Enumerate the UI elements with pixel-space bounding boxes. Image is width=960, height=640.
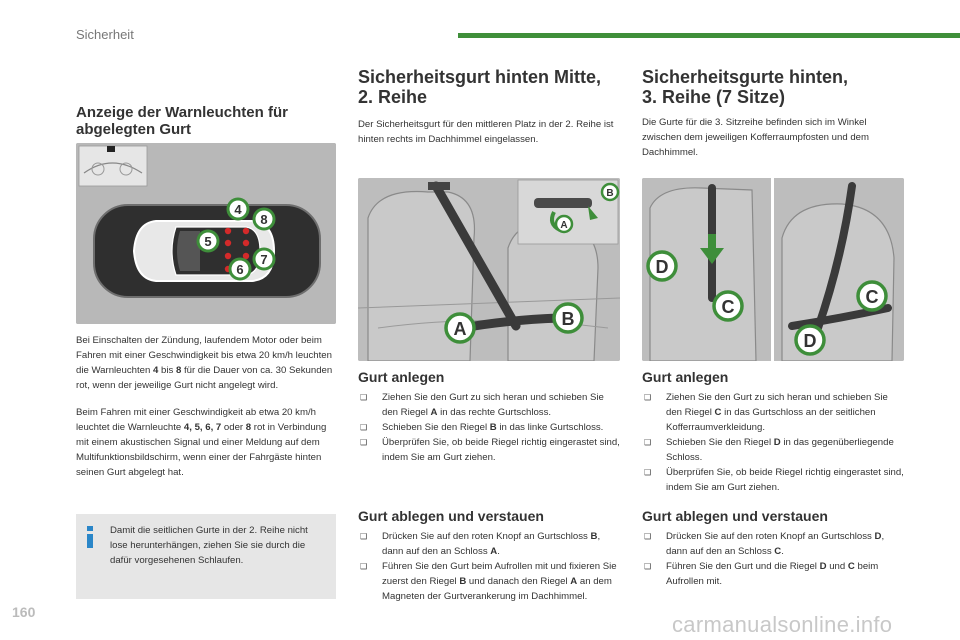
right-label-d-right: D <box>803 331 817 351</box>
watermark: carmanualsonline.info <box>672 612 893 637</box>
inset-label-a: A <box>560 220 568 231</box>
left-paragraph-1: Bei Einschalten der Zündung, laufendem Motor oder beim Fahren mit einer Geschwindigkeit bis etwa 20 km/h leuchten die Warnleuchten 4 bis 8 für die Dauer von ca. 30 Sekunden rot, wenn der jeweilige Gurt nicht angelegt wird. <box>76 335 333 391</box>
left-paragraph-2: Beim Fahren mit einer Geschwindigkeit ab etwa 20 km/h leuchtet die Warnleuchte 4, 5, 6, 7 oder 8 rot in Verbindung mit einem akustischen Signal und einer Meldung auf dem Multifunktionsbildschirm, wenn einer der Fahrgäste hinten seinen Gurt abgelegt hat. <box>76 407 327 478</box>
right-stow-list <box>642 529 906 589</box>
buckle-label-a: A <box>453 319 467 339</box>
right-label-d-left: D <box>655 257 669 277</box>
list-item: ❑ Überprüfen Sie, ob beide Riegel richtig eingerastet sind, indem Sie am Gurt ziehen. <box>358 435 622 465</box>
right-title-line-1: Sicherheitsgurte hinten, <box>642 67 849 87</box>
list-item: ❑ Führen Sie den Gurt und die Riegel D und C beim Aufrollen mit. <box>642 559 906 589</box>
info-text: Damit die seitlichen Gurte in der 2. Reihe nicht lose herunterhängen, ziehen Sie sie durch die dafür vorgesehenen Schlaufen. <box>110 525 308 566</box>
warning-lamp-illustration <box>76 143 336 324</box>
right-fasten-title: Gurt anlegen <box>642 369 729 385</box>
middle-title-line-1: Sicherheitsgurt hinten Mitte, <box>358 67 602 87</box>
right-label-c-left: C <box>721 297 735 317</box>
list-item: ❑ Schieben Sie den Riegel B in das linke Gurtschloss. <box>358 420 622 435</box>
middle-stow-list <box>358 529 622 604</box>
info-icon <box>84 526 96 548</box>
list-item: ❑ Ziehen Sie den Gurt zu sich heran und schieben Sie den Riegel A in das rechte Gurtschloss. <box>358 390 622 420</box>
middle-intro: Der Sicherheitsgurt für den mittleren Platz in der 2. Reihe ist hinten rechts im Dachhimmel eingelassen. <box>358 119 614 145</box>
list-item: ❑ Schieben Sie den Riegel D in das gegenüberliegende Schloss. <box>642 435 906 465</box>
middle-belt-illustration <box>358 178 620 361</box>
lamp-label-7: 7 <box>260 252 268 267</box>
section-title: Sicherheit <box>76 27 134 42</box>
middle-fasten-title: Gurt anlegen <box>358 369 445 385</box>
right-intro: Die Gurte für die 3. Sitzreihe befinden sich im Winkel zwischen dem jeweiligen Kofferraumpfosten und dem Dachhimmel. <box>642 117 869 158</box>
right-stow-title: Gurt ablegen und verstauen <box>642 508 828 524</box>
middle-stow-title: Gurt ablegen und verstauen <box>358 508 544 524</box>
header-accent-bar <box>458 33 960 38</box>
right-label-c-right: C <box>865 287 879 307</box>
lamp-label-8: 8 <box>260 212 268 227</box>
list-item: ❑ Drücken Sie auf den roten Knopf an Gurtschloss B, dann auf den an Schloss A. <box>358 529 622 559</box>
right-belt-illustration <box>642 178 904 361</box>
lamp-label-5: 5 <box>204 234 212 249</box>
buckle-label-b: B <box>561 309 575 329</box>
list-item: ❑ Überprüfen Sie, ob beide Riegel richtig eingerastet sind, indem Sie am Gurt ziehen. <box>642 465 906 495</box>
lamp-label-4: 4 <box>234 202 242 217</box>
page-number: 160 <box>12 604 36 620</box>
middle-fasten-list <box>358 390 622 465</box>
left-title: Anzeige der Warnleuchten für abgelegten Gurt <box>76 104 288 138</box>
middle-title <box>358 67 628 107</box>
lamp-label-6: 6 <box>236 262 244 277</box>
list-item: ❑ Drücken Sie auf den roten Knopf an Gurtschloss D, dann auf den an Schloss C. <box>642 529 906 559</box>
right-fasten-list <box>642 390 906 495</box>
inset-label-b: B <box>606 188 614 199</box>
list-item: ❑ Ziehen Sie den Gurt zu sich heran und schieben Sie den Riegel C in das Gurtschloss an der seitlichen Kofferraumverkleidung. <box>642 390 906 435</box>
list-item: ❑ Führen Sie den Gurt beim Aufrollen mit und fixieren Sie zuerst den Riegel B und danach den Riegel A an dem Magneten der Gurtverankerung im Dachhimmel. <box>358 559 622 604</box>
right-title <box>642 67 912 107</box>
right-title-line-2: 3. Reihe (7 Sitze) <box>642 87 786 107</box>
middle-title-line-2: 2. Reihe <box>358 87 428 107</box>
